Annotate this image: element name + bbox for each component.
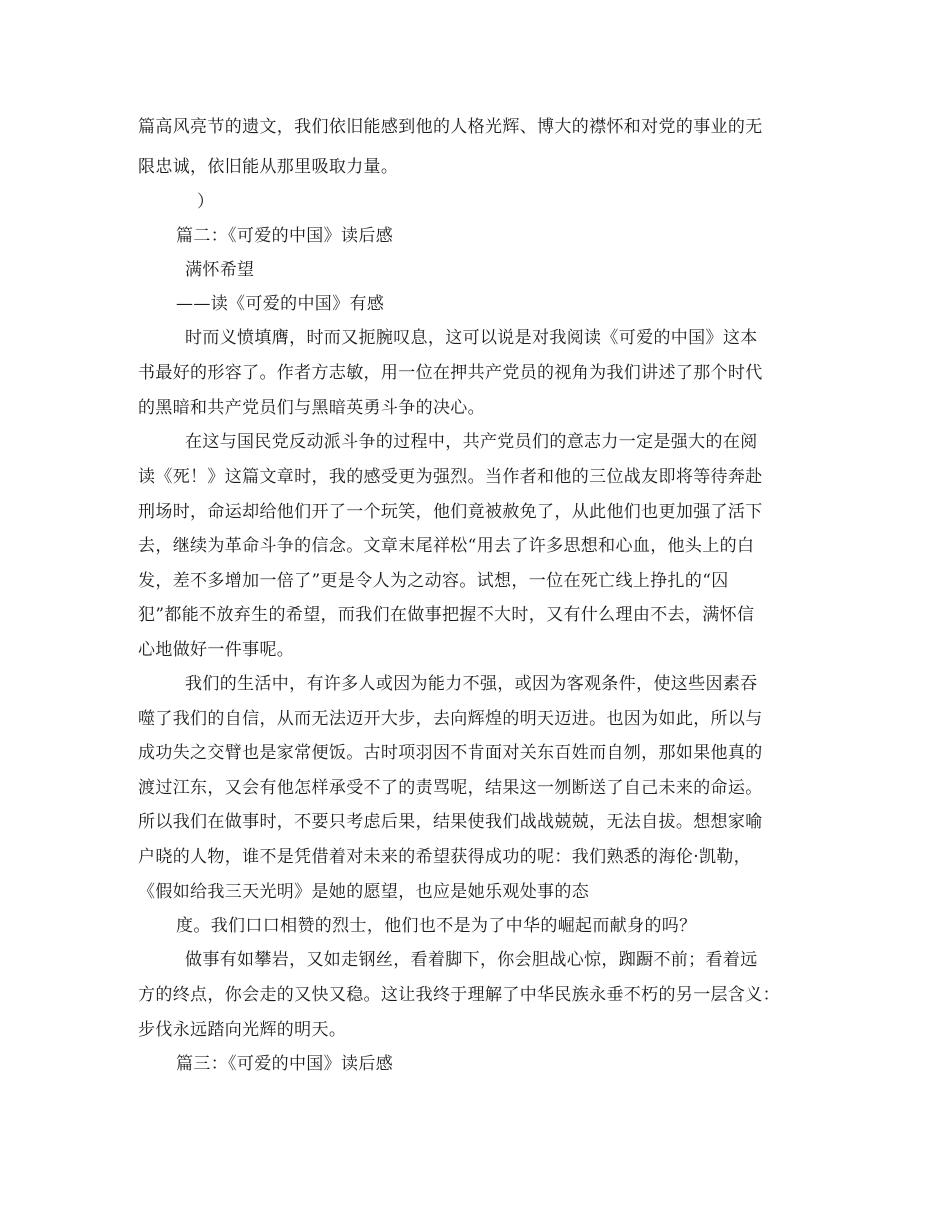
essay-subtitle: ——读《可爱的中国》有感 xyxy=(176,294,385,314)
closing-paren: ） xyxy=(197,192,215,212)
text-line: 所以我们在做事时，不要只考虑后果，结果使我们战战兢兢，无法自拔。想想家喻 xyxy=(138,812,763,832)
text-line: 发，差不多增加一倍了”更是令人为之动容。试想，一位在死亡线上挣扎的“囚 xyxy=(138,571,729,591)
section-heading: 篇二：《可爱的中国》读后感 xyxy=(176,226,394,246)
text-line: 噬了我们的自信，从而无法迈开大步，去向辉煌的明天迈进。也因为如此，所以与 xyxy=(138,709,763,729)
text-line: 去，继续为革命斗争的信念。文章末尾祥松“用去了许多思想和心血，他头上的白 xyxy=(138,536,755,556)
text-line: 户晓的人物，谁不是凭借着对未来的希望获得成功的呢：我们熟悉的海伦·凯勒， xyxy=(138,847,752,867)
text-line: 犯”都能不放弃生的希望，而我们在做事把握不大时，又有什么理由不去，满怀信 xyxy=(138,605,755,625)
text-line: 步伐永远踏向光辉的明天。 xyxy=(138,1020,347,1040)
text-line: 心地做好一件事呢。 xyxy=(138,640,295,660)
text-line: 渡过江东，又会有他怎样承受不了的责骂呢，结果这一刎断送了自己未来的命运。 xyxy=(138,778,763,798)
text-line: 度。我们口口相赞的烈士，他们也不是为了中华的崛起而献身的吗？ xyxy=(176,916,697,936)
text-line: 做事有如攀岩，又如走钢丝，看着脚下，你会胆战心惊，踟蹰不前；看着远 xyxy=(185,950,758,970)
text-line: 篇高风亮节的遗文，我们依旧能感到他的人格光辉、博大的襟怀和对党的事业的无 xyxy=(138,117,763,137)
text-line: 的黑暗和共产党员们与黑暗英勇斗争的决心。 xyxy=(138,398,485,418)
section-heading: 篇三：《可爱的中国》读后感 xyxy=(176,1054,394,1074)
text-line: 读《死！》这篇文章时，我的感受更为强烈。当作者和他的三位战友即将等待奔赴 xyxy=(138,467,763,487)
text-line: 我们的生活中，有许多人或因为能力不强，或因为客观条件，使这些因素吞 xyxy=(185,674,758,694)
text-line: 《假如给我三天光明》是她的愿望，也应是她乐观处事的态 xyxy=(138,882,590,902)
text-line: 限忠诚，依旧能从那里吸取力量。 xyxy=(138,157,399,177)
text-line: 书最好的形容了。作者方志敏，用一位在押共产党员的视角为我们讲述了那个时代 xyxy=(138,363,763,383)
text-line: 成功失之交臂也是家常便饭。古时项羽因不肯面对关东百姓而自刎，那如果他真的 xyxy=(138,743,763,763)
text-line: 在这与国民党反动派斗争的过程中，共产党员们的意志力一定是强大的在阅 xyxy=(185,432,758,452)
text-line: 时而义愤填膺，时而又扼腕叹息，这可以说是对我阅读《可爱的中国》这本 xyxy=(185,328,758,348)
text-line: 方的终点，你会走的又快又稳。这让我终于理解了中华民族永垂不朽的另一层含义： xyxy=(138,985,780,1005)
text-line: 刑场时，命运却给他们开了一个玩笑，他们竟被赦免了，从此他们也更加强了活下 xyxy=(138,502,763,522)
essay-title: 满怀希望 xyxy=(185,260,255,280)
